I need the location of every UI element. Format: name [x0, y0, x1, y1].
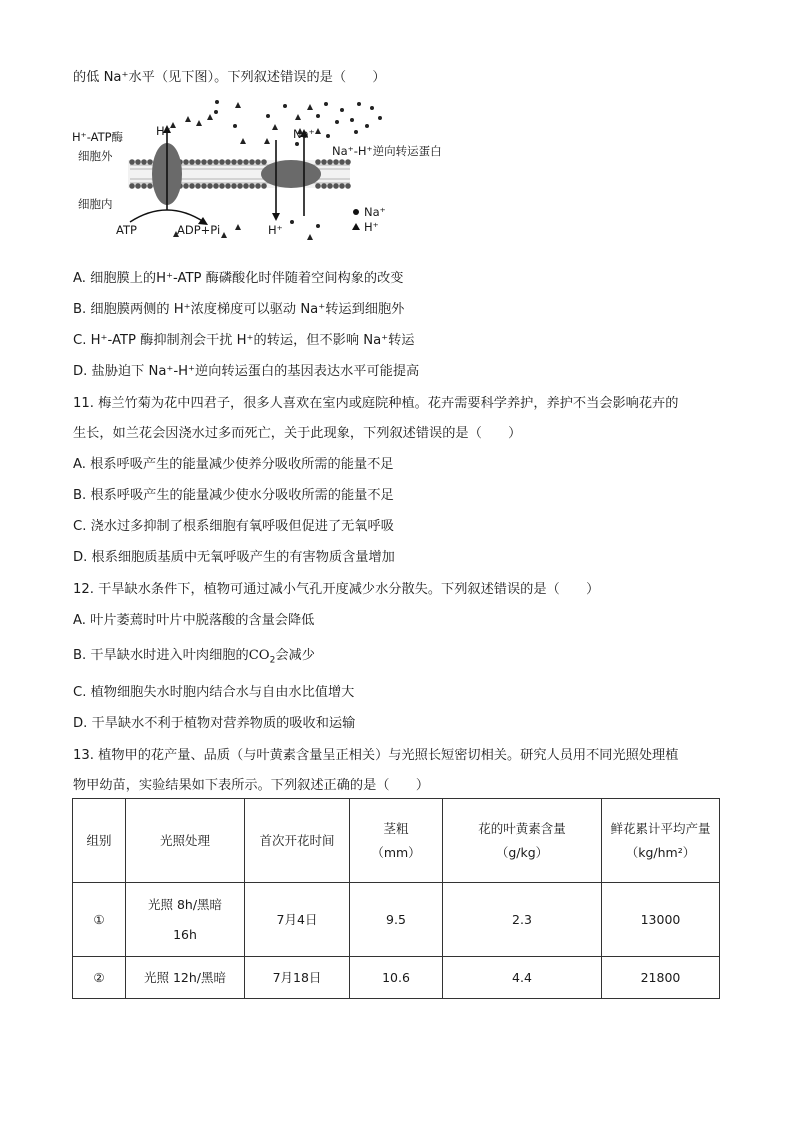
legend-na-label: Na⁺: [364, 205, 386, 219]
q10-option-b: B. 细胞膜两侧的 H⁺浓度梯度可以驱动 Na⁺转运到细胞外: [73, 302, 405, 317]
q10-option-c: C. H⁺-ATP 酶抑制剂会干扰 H⁺的转运，但不影响 Na⁺转运: [73, 333, 415, 348]
header-lutein: 花的叶黄素含量 （g/kg）: [443, 799, 602, 883]
q10-stem: 的低 Na⁺水平（见下图）。下列叙述错误的是（ ）: [73, 70, 386, 85]
q12-option-d: D. 干旱缺水不利于植物对营养物质的吸收和运输: [73, 716, 356, 731]
label-h-bottom: H⁺: [268, 223, 283, 237]
q13-stem-line2: 物甲幼苗，实验结果如下表所示。下列叙述正确的是（ ）: [73, 778, 430, 793]
label-antiporter: Na⁺-H⁺逆向转运蛋白: [332, 144, 442, 158]
label-adp: ADP+Pi: [177, 223, 221, 237]
q12-option-b-post: 会减少: [275, 648, 315, 663]
q12-option-b-pre: B. 干旱缺水时进入叶肉细胞的: [73, 648, 249, 663]
antiporter-protein: [261, 160, 321, 188]
q11-stem-line1: 11. 梅兰竹菊为花中四君子，很多人喜欢在室内或庭院种植。花卉需要科学养护，养护不当会影响花卉的: [73, 396, 679, 411]
cell-yield: 13000: [602, 883, 720, 957]
legend-h-label: H⁺: [364, 220, 379, 234]
q11-option-c: C. 浇水过多抑制了根系细胞有氧呼吸但促进了无氧呼吸: [73, 519, 394, 534]
header-stem: 茎粗 （mm）: [350, 799, 443, 883]
cell-lutein: 2.3: [443, 883, 602, 957]
cell-light: 光照 8h/黑暗 16h: [126, 883, 245, 957]
q11-option-b: B. 根系呼吸产生的能量减少使水分吸收所需的能量不足: [73, 488, 394, 503]
label-h-top: H⁺: [156, 124, 171, 138]
q12-option-b-chem: CO: [248, 648, 270, 663]
legend-na-marker: [353, 209, 359, 215]
header-first-bloom: 首次开花时间: [245, 799, 350, 883]
q12-option-a: A. 叶片萎蔫时叶片中脱落酸的含量会降低: [73, 613, 315, 628]
cell-yield: 21800: [602, 957, 720, 999]
q13-stem-line1: 13. 植物甲的花产量、品质（与叶黄素含量呈正相关）与光照长短密切相关。研究人员用不同光照处理植: [73, 748, 679, 763]
q11-stem-line2: 生长，如兰花会因浇水过多而死亡，关于此现象，下列叙述错误的是（ ）: [73, 426, 522, 441]
cell-group: ②: [73, 957, 126, 999]
table-row: [73, 957, 720, 999]
cell-light: 光照 12h/黑暗: [126, 957, 245, 999]
results-table: [72, 798, 720, 999]
label-inside: 细胞内: [78, 197, 113, 211]
cell-lutein: 4.4: [443, 957, 602, 999]
header-light: 光照处理: [126, 799, 245, 883]
legend-h-marker: [352, 223, 360, 230]
q12-option-b-sub: 2: [269, 655, 276, 666]
label-na-top: Na⁺: [293, 127, 315, 141]
membrane-diagram-svg: [70, 98, 470, 243]
q12-option-c: C. 植物细胞失水时胞内结合水与自由水比值增大: [73, 685, 355, 700]
q12-stem: 12. 干旱缺水条件下，植物可通过减小气孔开度减少水分散失。下列叙述错误的是（ ）: [73, 582, 600, 597]
q12-option-b: [73, 644, 315, 666]
q10-option-d: D. 盐胁迫下 Na⁺-H⁺逆向转运蛋白的基因表达水平可能提高: [73, 364, 420, 379]
cell-first-bloom: 7月18日: [245, 957, 350, 999]
q11-option-a: A. 根系呼吸产生的能量减少使养分吸收所需的能量不足: [73, 457, 394, 472]
cell-first-bloom: 7月4日: [245, 883, 350, 957]
cell-group: ①: [73, 883, 126, 957]
membrane-transport-diagram: [70, 98, 470, 243]
q10-option-a: A. 细胞膜上的H⁺-ATP 酶磷酸化时伴随着空间构象的改变: [73, 271, 404, 286]
q11-option-d: D. 根系细胞质基质中无氧呼吸产生的有害物质含量增加: [73, 550, 395, 565]
header-yield: 鲜花累计平均产量 （kg/hm²）: [602, 799, 720, 883]
label-atp: ATP: [116, 223, 137, 237]
outside-ions: [170, 100, 382, 146]
cell-stem: 10.6: [350, 957, 443, 999]
cell-stem: 9.5: [350, 883, 443, 957]
header-group: 组别: [73, 799, 126, 883]
table-row: [73, 883, 720, 957]
label-h-atpase: H⁺-ATP酶: [72, 130, 124, 144]
table-header-row: [73, 799, 720, 883]
label-outside: 细胞外: [78, 149, 113, 163]
